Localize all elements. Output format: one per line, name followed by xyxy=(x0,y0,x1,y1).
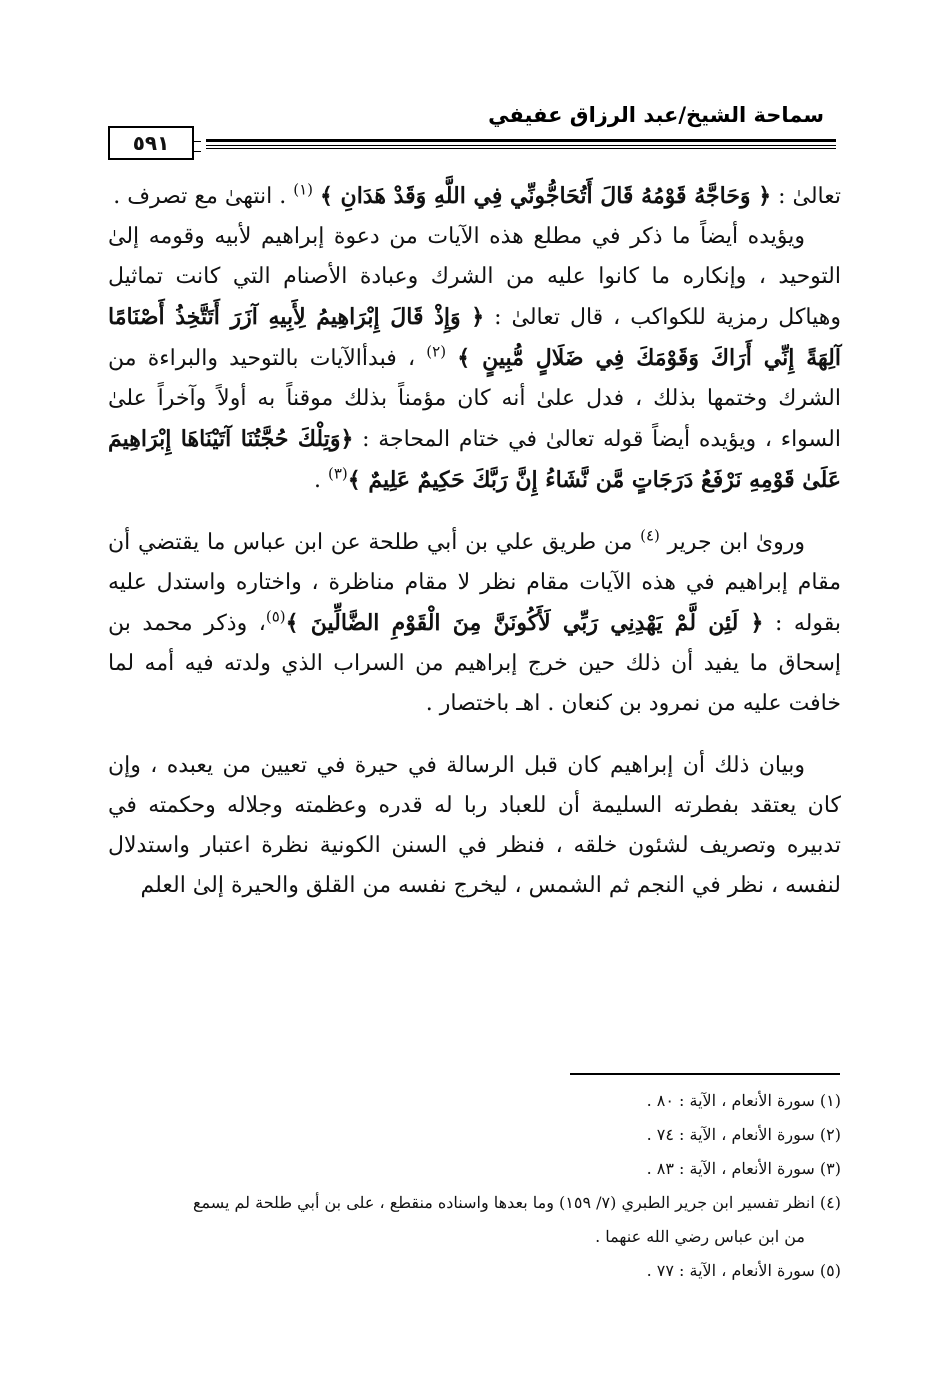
paragraph-3 xyxy=(108,523,841,724)
footnote-ref: (٥) xyxy=(265,607,286,626)
quran-quote: ﴿ وَحَاجَّهُ قَوْمُهُ قَالَ أَتُحَاجُّونِّي فِي اللَّهِ وَقَدْ هَدَانِ ﴾ xyxy=(319,183,772,209)
footnotes xyxy=(108,1084,841,1288)
quran-quote: ﴿ لَئِن لَّمْ يَهْدِنِي رَبِّي لَأَكُونَنَّ مِنَ الْقَوْمِ الضَّالِّينَ ﴾ xyxy=(285,610,764,636)
footnote-ref: (١) xyxy=(293,180,313,199)
page-number: ٥٩١ xyxy=(108,126,194,160)
text-run: تعالىٰ : xyxy=(771,184,841,209)
footnote-2: (٢) سورة الأنعام ، الآية : ٧٤ . xyxy=(646,1125,841,1144)
header-rule xyxy=(108,126,836,160)
paragraph-1 xyxy=(108,176,841,217)
header-rule-line xyxy=(206,145,836,146)
text-run: . انتهىٰ مع تصرف . xyxy=(113,184,294,209)
footnote-4-continuation: من ابن عباس رضي الله عنهما . xyxy=(595,1227,805,1246)
text-run: ، وذكر محمد بن إسحاق ما يفيد أن ذلك حين خرج إبراهيم من السراب الذي ولدته فيه أمه لما خافت عليه من نمرود بن كنعان . اهـ باختصار . xyxy=(108,611,841,716)
paragraph-2 xyxy=(108,217,841,501)
footnote-1: (١) سورة الأنعام ، الآية : ٨٠ . xyxy=(646,1091,841,1110)
text-run: وروىٰ ابن جرير xyxy=(659,530,805,555)
paragraph-4: وبيان ذلك أن إبراهيم كان قبل الرسالة في حيرة في تعيين من يعبده ، وإن كان يعتقد بفطرته السليمة أن للعباد ربا له قدره وعظمته وجلاله وحكمته في تدبيره وتصريف لشئون خلقه ، فنظر في السنن الكونية نظرة اعتبار واستدلال لنفسه ، نظر في النجم ثم الشمس ، ليخرج نفسه من القلق والحيرة إلىٰ العلم xyxy=(108,753,841,898)
footnote-ref: (٤) xyxy=(640,526,660,545)
footnote-ref: (٣) xyxy=(328,464,348,483)
footnote-3: (٣) سورة الأنعام ، الآية : ٨٣ . xyxy=(646,1159,841,1178)
header-rule-line xyxy=(206,139,836,142)
text-run: ويؤيده أيضاً ما ذكر في مطلع هذه الآيات من دعوة إبراهيم لأبيه وقومه إلىٰ التوحيد ، وإنكاره ما كانوا عليه من الشرك وعبادة الأصنام التي كانت تماثيل وهياكل رمزية للكواكب ، قال تعالىٰ : xyxy=(108,224,841,330)
text-run: ، فبدأالآيات بالتوحيد والبراءة من الشرك وختمها بذلك ، فدل علىٰ أنه كان مؤمناً بذلك موقناً به أولاً وآخراً علىٰ السواء ، ويؤيده أيضاً قوله تعالىٰ في ختام المحاجة : xyxy=(108,346,841,452)
quran-quote: ﴿ وَإِذْ قَالَ إِبْرَاهِيمُ لِأَبِيهِ آزَرَ أَتَتَّخِذُ أَصْنَامًا آلِهَةً إِنِّي أَرَاكَ وَقَوْمَكَ فِي ضَلَالٍ مُّبِينٍ ﴾ xyxy=(108,304,841,371)
footnote-separator xyxy=(570,1073,840,1075)
running-header-title: سماحة الشيخ/عبد الرزاق عفيفي xyxy=(488,103,824,127)
text-run: من طريق علي بن أبي طلحة عن ابن عباس ما يقتضي أن مقام إبراهيم في هذه الآيات مقام نظر لا مقام مناظرة ، واختاره واستدل عليه بقوله : xyxy=(108,530,841,636)
main-text xyxy=(108,176,841,906)
header-rule-line xyxy=(206,148,836,149)
quran-quote: ﴿وَتِلْكَ حُجَّتُنَا آتَيْنَاهَا إِبْرَاهِيمَ عَلَىٰ قَوْمِهِ نَرْفَعُ دَرَجَاتٍ مَّن نَّشَاءُ إِنَّ رَبَّكَ حَكِيمٌ عَلِيمٌ ﴾ xyxy=(108,426,841,493)
text-run: . xyxy=(314,468,328,493)
footnote-5: (٥) سورة الأنعام ، الآية : ٧٧ . xyxy=(646,1261,841,1280)
footnote-4: (٤) انظر تفسير ابن جرير الطبري (٧/ ١٥٩) وما بعدها واسناده منقطع ، على بن أبي طلحة لم يسمع xyxy=(192,1193,841,1212)
footnote-ref: (٢) xyxy=(426,342,447,361)
